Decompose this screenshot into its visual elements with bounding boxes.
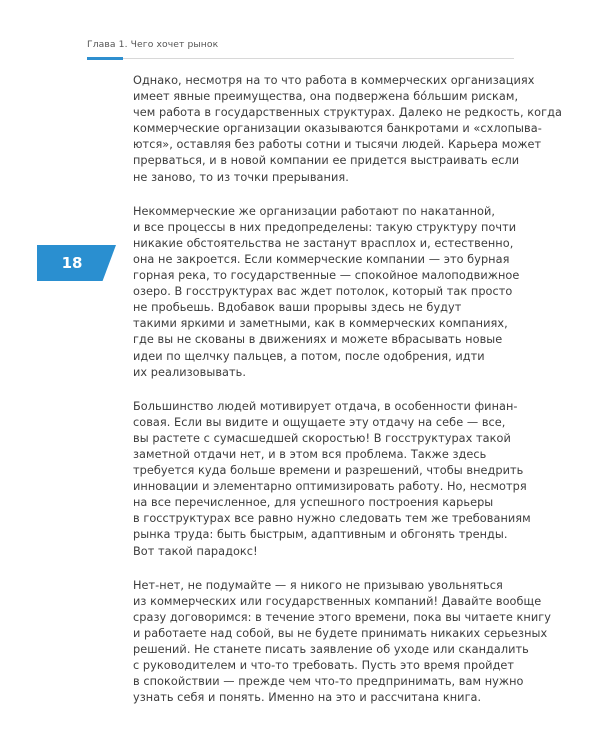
text-line: требуется куда больше времени и разрешений, чтобы внедрить (133, 464, 524, 478)
text-line: совая. Если вы видите и ощущаете эту отдачу на себе — все, (133, 415, 506, 429)
text-line: не пробьешь. Вдобавок ваши прорывы здесь не будут (133, 301, 462, 315)
text-line: решений. Не станете писать заявление об уходе или скандалить (133, 643, 529, 656)
text-line: Нет-нет, не подумайте — я никого не призываю увольняться (133, 578, 503, 592)
text-line: такими яркими и заметными, как в коммерческих компаниях, (133, 317, 508, 331)
text-line: не заново, то из точки прерывания. (133, 170, 349, 184)
text-line: она не закроется. Если коммерческие компании — это бурная (133, 252, 510, 266)
text-line: инновации и элементарно оптимизировать работу. Но, несмотря (133, 480, 527, 494)
text-line: узнать себя и понять. Именно на это и рассчитана книга. (133, 691, 482, 705)
text-line: имеет явные преимущества, она подвержена бо́льшим рискам, (133, 90, 519, 104)
header-rule (87, 58, 514, 59)
body-text (133, 73, 562, 724)
text-line: идеи по щелчку пальцев, а потом, после одобрения, идти (133, 349, 485, 363)
paragraph-4 (133, 578, 551, 707)
text-line: ются», оставляя без работы сотни и тысячи людей. Карьера может (133, 138, 542, 152)
paragraph-2 (133, 204, 533, 381)
text-line: рынка труда: быть быстрым, адаптивным и обгонять тренды. (133, 528, 508, 542)
text-line: в госструктурах все равно нужно следовать тем же требованиям (133, 512, 531, 526)
text-line: Вот такой парадокс! (133, 544, 258, 558)
text-line: вы растете с сумасшедшей скоростью! В госструктурах такой (133, 431, 511, 445)
text-line: коммерческие организации оказываются банкротами и «схлопыва- (133, 122, 542, 136)
text-line: заметной отдачи нет, и в этом вся проблема. Также здесь (133, 447, 487, 461)
paragraph-3 (133, 399, 533, 560)
paragraph-1 (133, 73, 562, 186)
text-line: с руководителем и что-то требовать. Пусть это время пройдет (133, 659, 515, 673)
text-line: озеро. В госструктурах вас ждет потолок, который так просто (133, 285, 513, 299)
page-number: 18 (61, 254, 83, 272)
text-line: Большинство людей мотивирует отдача, в особенности финан- (133, 399, 518, 413)
text-line: в спокойствии — прежде чем что-то предпринимать, вам нужно (133, 675, 524, 689)
header-accent-bar (87, 57, 123, 60)
text-line: сразу договоримся: в течение этого времени, пока вы читаете книгу (133, 610, 551, 624)
text-line: из коммерческих или государственных компаний! Давайте вообще (133, 594, 542, 608)
text-line: и работаете над собой, вы не будете принимать никаких серьезных (133, 626, 548, 640)
text-line: Однако, несмотря на то что работа в коммерческих организациях (133, 74, 535, 87)
text-line: где вы не скованы в движениях и можете вбрасывать новые (133, 333, 503, 347)
text-line: никакие обстоятельства не застанут врасплох и, естественно, (133, 236, 514, 250)
text-line: чем работа в государственных структурах. Далеко не редкость, когда (133, 106, 562, 120)
text-line: на все перечисленное, для успешного построения карьеры (133, 496, 494, 510)
text-line: Некоммерческие же организации работают по накатанной, (133, 204, 496, 218)
text-line: горная река, то государственные — спокойное малоподвижное (133, 269, 520, 283)
text-line: и все процессы в них предопределены: такую структуру почти (133, 220, 517, 234)
running-head: Глава 1. Чего хочет рынок (87, 39, 219, 50)
text-line: прерваться, и в новой компании ее придется выстраивать если (133, 154, 520, 168)
text-line: их реализовывать. (133, 365, 246, 379)
